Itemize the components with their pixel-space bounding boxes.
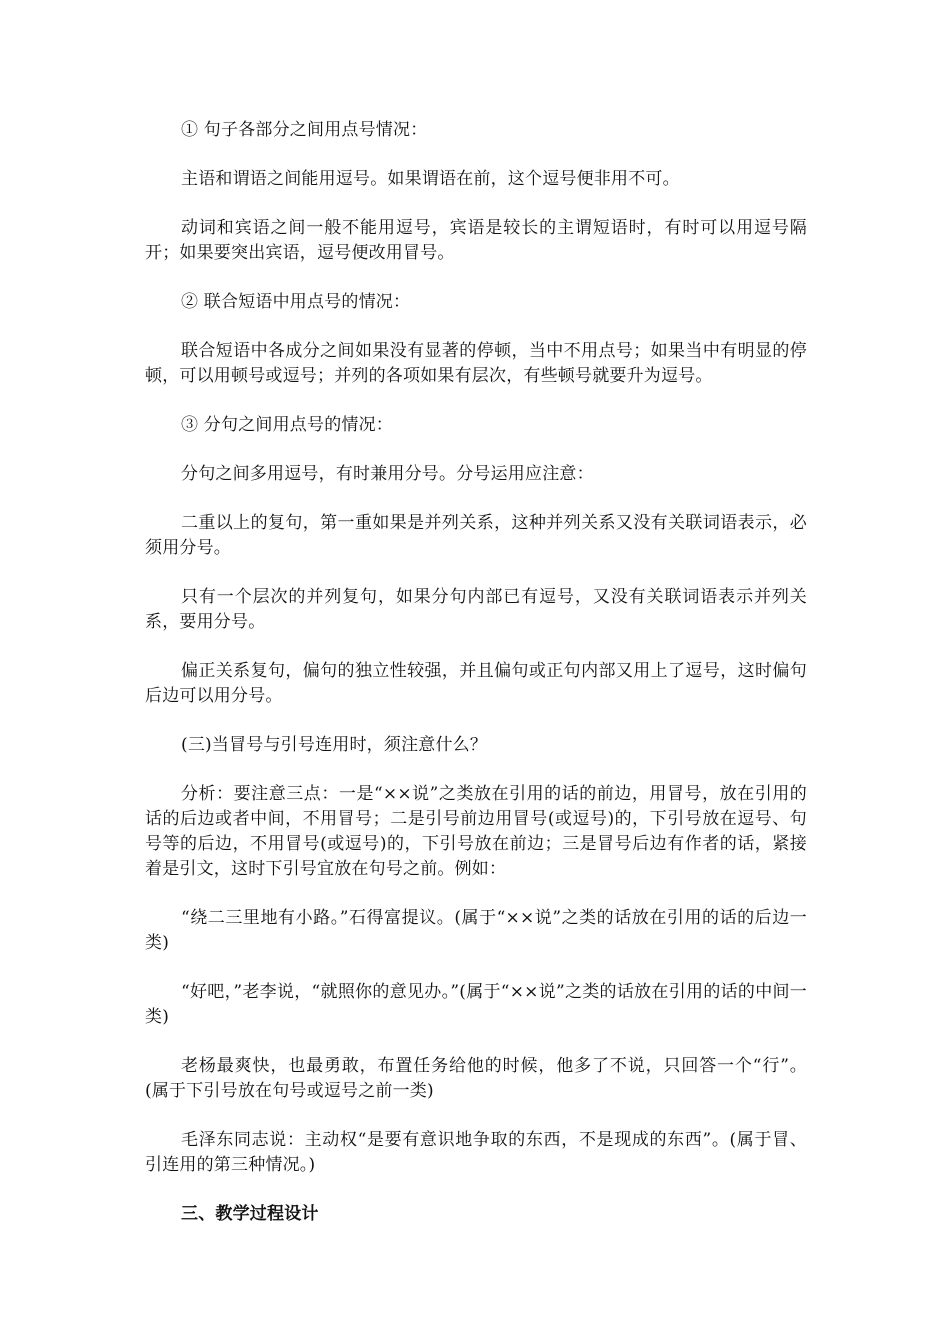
subheading-2: ② 联合短语中用点号的情况：: [181, 292, 411, 312]
paragraph: 二重以上的复句，第一重如果是并列关系，这种并列关系又没有关联词语表示，必须用分号。: [145, 513, 807, 558]
example-paragraph: 毛泽东同志说：主动权“是要有意识地争取的东西，不是现成的东西”。(属于冒、引连用的第三种情况。): [145, 1130, 807, 1175]
paragraph: 分句之间多用逗号，有时兼用分号。分号运用应注意：: [181, 464, 594, 484]
paragraph: 动词和宾语之间一般不能用逗号，宾语是较长的主谓短语时，有时可以用逗号隔开；如果要突出宾语，逗号便改用冒号。: [145, 218, 807, 263]
example-paragraph: 老杨最爽快，也最勇敢，布置任务给他的时候，他多了不说，只回答一个“行”。(属于下引号放在句号或逗号之前一类): [145, 1056, 807, 1101]
example-paragraph: “绕二三里地有小路。”石得富提议。(属于“××说”之类的话放在引用的话的后边一类): [145, 908, 807, 953]
paragraph: 偏正关系复句，偏句的独立性较强，并且偏句或正句内部又用上了逗号，这时偏句后边可以用分号。: [145, 661, 807, 706]
paragraph: 联合短语中各成分之间如果没有显著的停顿，当中不用点号；如果当中有明显的停顿，可以用顿号或逗号；并列的各项如果有层次，有些顿号就要升为逗号。: [145, 341, 807, 386]
document-page: [145, 118, 807, 1251]
subheading-1: ① 句子各部分之间用点号情况：: [181, 120, 428, 140]
paragraph: 只有一个层次的并列复句，如果分句内部已有逗号，又没有关联词语表示并列关系，要用分号。: [145, 587, 807, 632]
section-heading: 三、教学过程设计: [181, 1204, 319, 1224]
analysis-paragraph: 分析：要注意三点：一是“××说”之类放在引用的话的前边，用冒号，放在引用的话的后边或者中间，不用冒号；二是引号前边用冒号(或逗号)的，下引号放在逗号、句号等的后边，不用冒号(或逗号)的，下引号放在前边；三是冒号后边有作者的话，紧接着是引文，这时下引号宜放在句号之前。例如：: [145, 784, 807, 879]
paragraph: 主语和谓语之间能用逗号。如果谓语在前，这个逗号便非用不可。: [181, 169, 680, 189]
example-paragraph: “好吧，”老李说，“就照你的意见办。”(属于“××说”之类的话放在引用的话的中间一类): [145, 982, 807, 1027]
question-heading: (三)当冒号与引号连用时，须注意什么？: [181, 735, 488, 755]
subheading-3: ③ 分句之间用点号的情况：: [181, 415, 394, 435]
